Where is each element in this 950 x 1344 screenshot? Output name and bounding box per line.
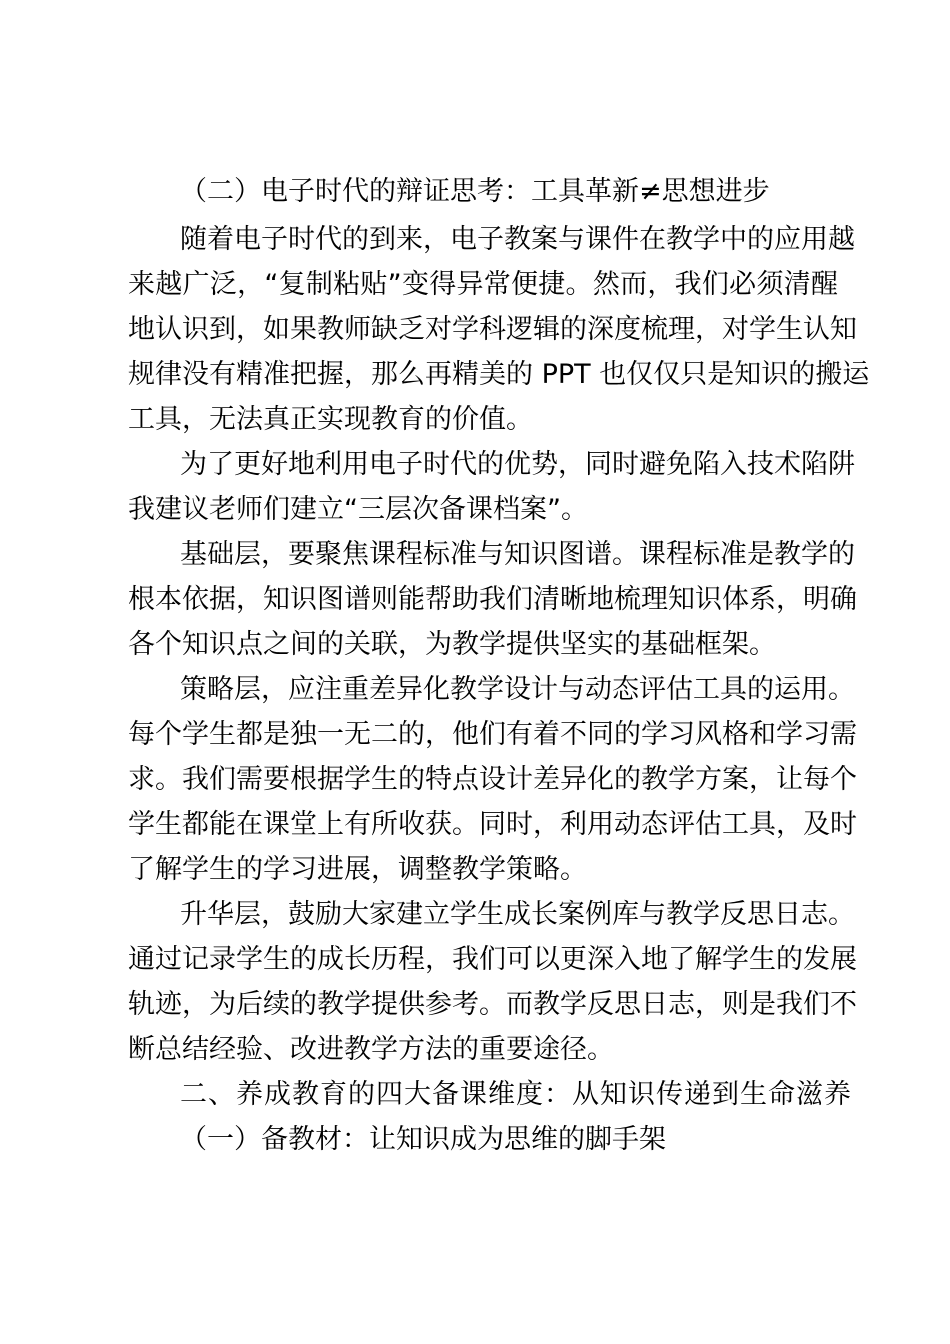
paragraph-line: 通过记录学生的成长历程，我们可以更深入地了解学生的发展 [128, 944, 857, 975]
paragraph-line: 每个学生都是独一无二的，他们有着不同的学习风格和学习需 [128, 719, 857, 750]
paragraph-line: 求。我们需要根据学生的特点设计差异化的教学方案，让每个 [128, 764, 857, 795]
paragraph-line: 了解学生的学习进展，调整教学策略。 [128, 854, 587, 885]
paragraph-line: 升华层，鼓励大家建立学生成长案例库与教学反思日志。 [180, 899, 855, 930]
paragraph-line: 随着电子时代的到来，电子教案与课件在教学中的应用越 [180, 224, 855, 255]
paragraph-line: 各个知识点之间的关联，为教学提供坚实的基础框架。 [128, 629, 776, 660]
section-heading: （二）电子时代的辩证思考：工具革新≠思想进步 [180, 176, 770, 207]
paragraph-line: 规律没有精准把握，那么再精美的 PPT 也仅仅只是知识的搬运 [128, 359, 870, 390]
paragraph-line: 工具，无法真正实现教育的价值。 [128, 404, 533, 435]
paragraph-line: 我建议老师们建立“三层次备课档案”。 [128, 494, 588, 525]
paragraph-line: 轨迹，为后续的教学提供参考。而教学反思日志，则是我们不 [128, 989, 857, 1020]
paragraph-line: 断总结经验、改进教学方法的重要途径。 [128, 1034, 614, 1065]
paragraph-line: 为了更好地利用电子时代的优势，同时避免陷入技术陷阱 [180, 449, 855, 480]
paragraph-line: 地认识到，如果教师缺乏对学科逻辑的深度梳理，对学生认知 [128, 314, 857, 345]
paragraph-line: 来越广泛，“复制粘贴”变得异常便捷。然而，我们必须清醒 [128, 269, 838, 300]
paragraph-line: 根本依据，知识图谱则能帮助我们清晰地梳理知识体系，明确 [128, 584, 857, 615]
chapter-heading: 二、养成教育的四大备课维度：从知识传递到生命滋养 [180, 1079, 852, 1110]
subsection-heading: （一）备教材：让知识成为思维的脚手架 [180, 1124, 666, 1155]
paragraph-line: 策略层，应注重差异化教学设计与动态评估工具的运用。 [180, 674, 855, 705]
paragraph-line: 学生都能在课堂上有所收获。同时，利用动态评估工具，及时 [128, 809, 857, 840]
paragraph-line: 基础层，要聚焦课程标准与知识图谱。课程标准是教学的 [180, 539, 855, 570]
